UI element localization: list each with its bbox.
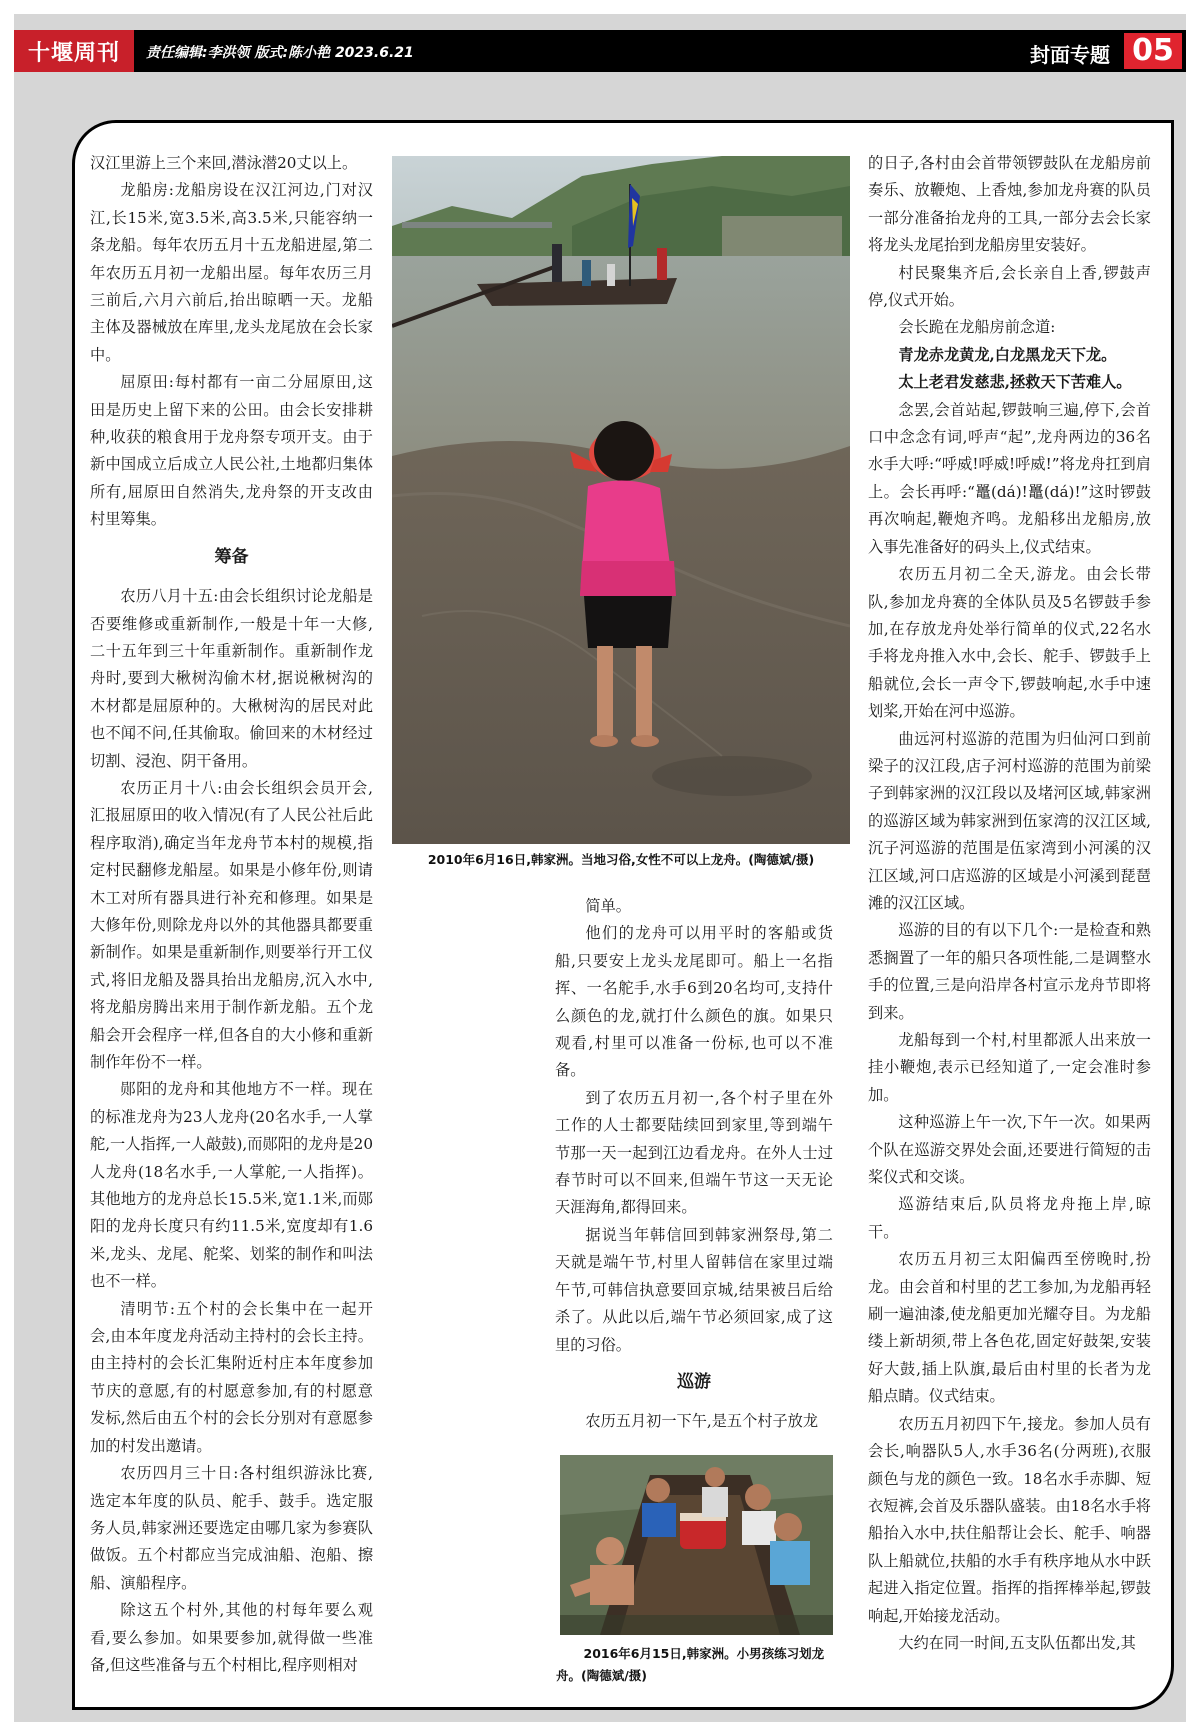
paragraph: 的日子,各村由会首带领锣鼓队在龙船房前奏乐、放鞭炮、上香烛,参加龙舟赛的队员一部分准备抬龙舟的工具,一部分去会长家将龙头龙尾抬到龙船房里安装好。 xyxy=(868,154,1151,255)
page-header xyxy=(14,30,1186,72)
paragraph: 据说当年韩信回到韩家洲祭母,第二天就是端午节,村里人留韩信在家里过端午节,可韩信执意要回京城,结果被吕后给杀了。从此以后,端午节必须回家,成了这里的习俗。 xyxy=(555,1225,833,1354)
photo-girl-riverbank xyxy=(392,156,850,844)
paragraph: 农历八月十五:由会长组织讨论龙船是否要维修或重新制作,一般是十年一大修,二十五年到三十年重新制作。重新制作龙舟时,要到大楸树沟偷木材,据说楸树沟的木材都是屈原种的。大楸树沟的居民对此也不闻不问,任其偷取。偷回来的木材经过切割、浸泡、阴干备用。 xyxy=(90,587,373,770)
paragraph: 他们的龙舟可以用平时的客船或货船,只要安上龙头龙尾即可。船上一名指挥、一名舵手,水手6到20名均可,支持什么颜色的龙,就打什么颜色的旗。如果只观看,村里可以准备一份标,也可以不准备。 xyxy=(555,924,833,1080)
paragraph: 巡游的目的有以下几个:一是检查和熟悉搁置了一年的船只各项性能,二是调整水手的位置,三是向沿岸各村宣示龙舟节即将到来。 xyxy=(868,921,1151,1022)
photo-boys-dragon-boat xyxy=(560,1455,833,1635)
paragraph: 农历正月十八:由会长组织会员开会,汇报屈原田的收入情况(有了人民公社后此程序取消),确定当年龙舟节本村的规模,指定村民翻修龙船屋。如果是小修年份,则请木工对所有器具进行补充和修理。如果是大修年份,则除龙舟以外的其他器具都要重新制作。如果是重新制作,则要举行开工仪式,将旧龙船及器具抬出龙船房,沉入水中,将龙船房腾出来用于制作新龙船。五个龙船会开会程序一样,但各自的大小修和重新制作年份不一样。 xyxy=(90,778,373,1071)
paragraph: 村民聚集齐后,会长亲自上香,锣鼓声停,仪式开始。 xyxy=(868,263,1151,310)
chant-line: 青龙赤龙黄龙,白龙黑龙天下龙。 xyxy=(898,345,1117,364)
paragraph: 大约在同一时间,五支队伍都出发,其 xyxy=(898,1633,1136,1652)
section-name: 封面专题 xyxy=(1030,43,1110,67)
paragraph: 屈原田:每村都有一亩二分屈原田,这田是历史上留下来的公田。由会长安排耕种,收获的粮食用于龙舟祭专项开支。由于新中国成立后成立人民公社,土地都归集体所有,屈原田自然消失,龙舟祭的开支改由村里筹集。 xyxy=(90,373,373,529)
paragraph: 会长跪在龙船房前念道: xyxy=(898,318,1056,337)
paragraph: 农历五月初四下午,接龙。参加人员有会长,响器队5人,水手36名(分两班),衣服颜色与龙的颜色一致。18名水手赤脚、短衣短裤,会首及乐器队盛装。由18名水手将船抬入水中,扶住船帮让会长、舵手、响器队上船就位,扶船的水手有秩序地从水中跃起进入指定位置。指挥的指挥棒举起,锣鼓响起,开始接龙活动。 xyxy=(868,1414,1151,1625)
paragraph: 龙船房:龙船房设在汉江河边,门对汉江,长15米,宽3.5米,高3.5米,只能容纳一条龙船。每年农历五月十五龙船进屋,第二年农历五月初一龙船出屋。每年农历三月三前后,六月六前后,抬出晾晒一天。龙船主体及器械放在库里,龙头龙尾放在会长家中。 xyxy=(90,181,373,364)
paragraph: 简单。 xyxy=(585,897,631,915)
section-heading-preparation: 筹备 xyxy=(214,546,249,567)
paragraph: 农历五月初三太阳偏西至傍晚时,扮龙。由会首和村里的艺工参加,为龙船再轻刷一遍油漆,使龙船更加光耀夺目。为龙船缕上新胡须,带上各色花,固定好鼓架,安装好大鼓,插上队旗,最后由村里的长者为龙船点睛。仪式结束。 xyxy=(868,1250,1151,1406)
paragraph: 到了农历五月初一,各个村子里在外工作的人士都要陆续回到家里,等到端午节那一天一起到江边看龙舟。在外人士过春节时可以不回来,但端午节这一天无论天涯海角,都得回来。 xyxy=(555,1088,833,1217)
page-number: 05 xyxy=(1124,33,1182,69)
photo-caption-girl: 2010年6月16日,韩家洲。当地习俗,女性不可以上龙舟。(陶德斌/摄) xyxy=(427,852,815,867)
paragraph: 念罢,会首站起,锣鼓响三遍,停下,会首口中念念有词,呼声“起”,龙舟两边的36名水手大呼:“呼威!呼威!呼威!”将龙舟扛到肩上。会长再呼:“鼉(dá)!鼉(dá)!”这时锣鼓再次响起,鞭炮齐鸣。龙船移出龙船房,放入事先准备好的码头上,仪式结束。 xyxy=(868,400,1151,556)
article-column-3 xyxy=(868,150,1151,1657)
paragraph: 清明节:五个村的会长集中在一起开会,由本年度龙舟活动主持村的会长主持。由主持村的会长汇集附近村庄本年度参加节庆的意愿,有的村愿意参加,有的村愿意发标,然后由五个村的会长分别对有意愿参加的村发出邀请。 xyxy=(90,1299,373,1455)
paragraph: 这种巡游上午一次,下午一次。如果两个队在巡游交界处会面,还要进行简短的击桨仪式和交谈。 xyxy=(868,1113,1151,1187)
paragraph: 巡游结束后,队员将龙舟拖上岸,晾干。 xyxy=(868,1195,1151,1241)
paragraph: 郧阳的龙舟和其他地方不一样。现在的标准龙舟为23人龙舟(20名水手,一人掌舵,一人指挥,一人敲鼓),而郧阳的龙舟是20人龙舟(18名水手,一人掌舵,一人指挥)。其他地方的龙舟总长15.5米,宽1.1米,而郧阳的龙舟长度只有约11.5米,宽度却有1.6米,龙头、龙尾、舵桨、划桨的制作和叫法也不一样。 xyxy=(90,1080,373,1291)
paragraph: 龙船每到一个村,村里都派人出来放一挂小鞭炮,表示已经知道了,一定会准时参加。 xyxy=(868,1031,1151,1104)
paragraph: 农历四月三十日:各村组织游泳比赛,选定本年度的队员、舵手、鼓手。选定服务人员,韩家洲还要选定由哪几家为参赛队做饭。五个村都应当完成油船、泡船、擦船、演船程序。 xyxy=(90,1464,373,1592)
editor-credits: 责任编辑:李洪领 版式:陈小艳 2023.6.21 xyxy=(146,45,414,61)
article-column-1 xyxy=(90,150,373,1679)
paragraph: 汉江里游上三个来回,潜泳潜20丈以上。 xyxy=(90,154,358,172)
paragraph: 曲远河村巡游的范围为归仙河口到前梁子的汉江段,店子河村巡游的范围为前梁子到韩家洲的汉江段以及堵河区域,韩家洲的巡游区域为韩家洲到伍家湾的汉江区域,沉子河巡游的范围是伍家湾到小河溪的汉江区域,河口店巡游的区域是小河溪到琵琶滩的汉江区域。 xyxy=(868,729,1151,912)
photo-caption-boys: 2016年6月15日,韩家洲。小男孩练习划龙舟。(陶德斌/摄) xyxy=(556,1646,825,1683)
masthead-block xyxy=(14,30,134,72)
paragraph: 农历五月初二全天,游龙。由会长带队,参加龙舟赛的全体队员及5名锣鼓手参加,在存放龙舟处举行简单的仪式,22名水手将龙舟推入水中,会长、舵手、锣鼓手上船就位,会长一声令下,锣鼓响起,水手中速划桨,开始在河中巡游。 xyxy=(868,565,1151,721)
masthead-title: 十堰周刊 xyxy=(28,41,121,66)
section-heading-parade: 巡游 xyxy=(677,1371,711,1392)
article-column-2 xyxy=(555,893,833,1436)
paragraph: 除这五个村外,其他的村每年要么观看,要么参加。如果要参加,就得做一些准备,但这些准备与五个村相比,程序则相对 xyxy=(90,1601,373,1674)
chant-line: 太上老君发慈悲,拯救天下苦难人。 xyxy=(898,373,1132,392)
paragraph: 农历五月初一下午,是五个村子放龙 xyxy=(585,1412,819,1431)
